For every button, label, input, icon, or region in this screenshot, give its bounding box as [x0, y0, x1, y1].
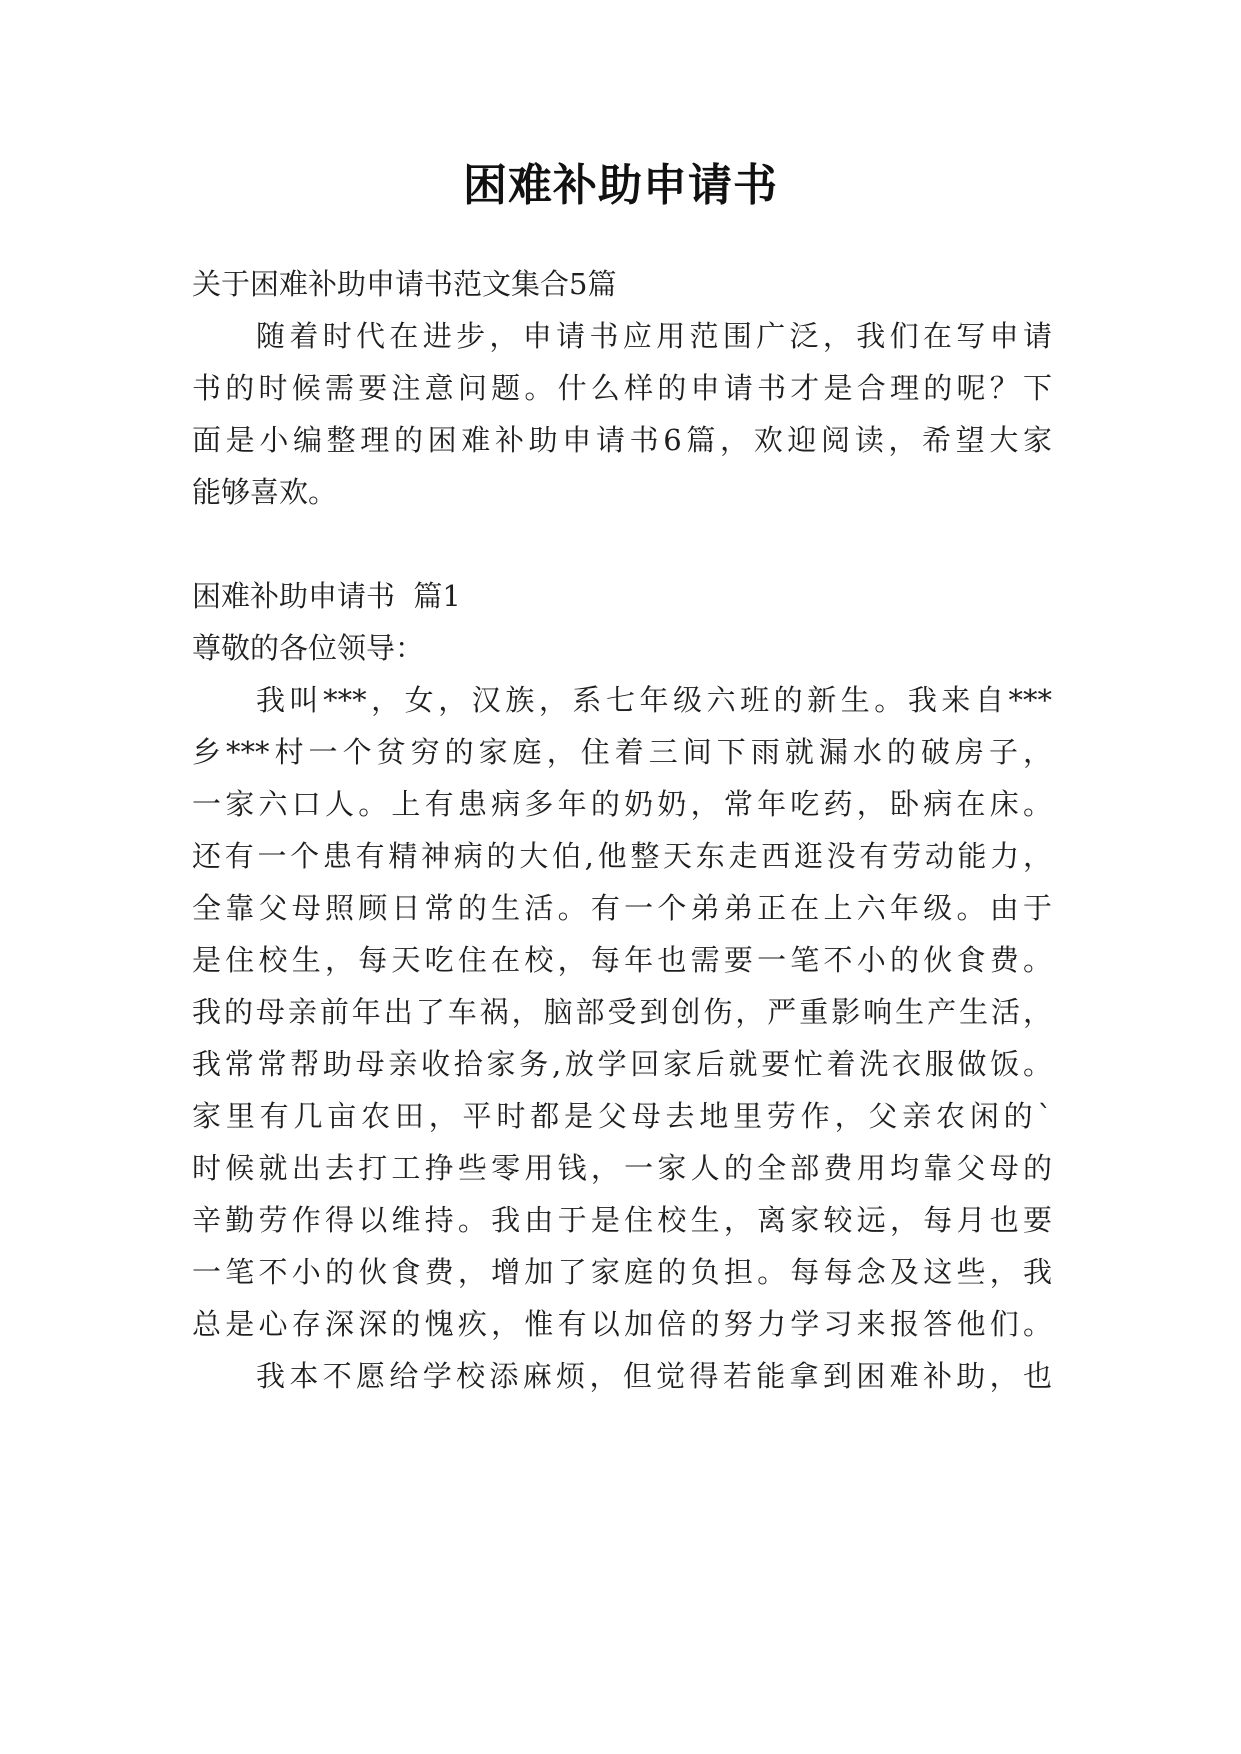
body-line: 一家六口人。上有患病多年的奶奶，常年吃药，卧病在床。 [192, 787, 1052, 821]
body-line: 还有一个患有精神病的大伯,他整天东走西逛没有劳动能力， [192, 839, 1052, 873]
body-line: 我的母亲前年出了车祸，脑部受到创伤，严重影响生产生活， [192, 995, 1052, 1029]
body-line: 是住校生，每天吃住在校，每年也需要一笔不小的伙食费。 [192, 943, 1052, 977]
body-line: 我常常帮助母亲收拾家务,放学回家后就要忙着洗衣服做饭。 [192, 1047, 1052, 1081]
document-subtitle: 关于困难补助申请书范文集合5篇 [192, 267, 617, 301]
intro-line: 面是小编整理的困难补助申请书6篇，欢迎阅读，希望大家 [192, 423, 1052, 457]
intro-line: 随着时代在进步，申请书应用范围广泛，我们在写申请 [256, 319, 1052, 353]
document-title: 困难补助申请书 [463, 160, 778, 211]
body-line: 辛勤劳作得以维持。我由于是住校生，离家较远，每月也要 [192, 1203, 1052, 1237]
body-line: 我本不愿给学校添麻烦，但觉得若能拿到困难补助，也 [256, 1359, 1052, 1393]
body-line: 一笔不小的伙食费，增加了家庭的负担。每每念及这些，我 [192, 1255, 1052, 1289]
section-heading: 困难补助申请书 篇1 [192, 579, 461, 613]
body-line: 全靠父母照顾日常的生活。有一个弟弟正在上六年级。由于 [192, 891, 1052, 925]
body-line: 我叫***，女，汉族，系七年级六班的新生。我来自*** [256, 683, 1052, 717]
intro-line: 能够喜欢。 [192, 475, 338, 509]
salutation: 尊敬的各位领导： [192, 631, 425, 665]
body-line: 时候就出去打工挣些零用钱，一家人的全部费用均靠父母的 [192, 1151, 1052, 1185]
body-line: 家里有几亩农田，平时都是父母去地里劳作，父亲农闲的` [192, 1099, 1052, 1133]
body-line: 总是心存深深的愧疚，惟有以加倍的努力学习来报答他们。 [192, 1307, 1052, 1341]
body-line: 乡***村一个贫穷的家庭，住着三间下雨就漏水的破房子， [192, 735, 1052, 769]
intro-line: 书的时候需要注意问题。什么样的申请书才是合理的呢？下 [192, 371, 1052, 405]
